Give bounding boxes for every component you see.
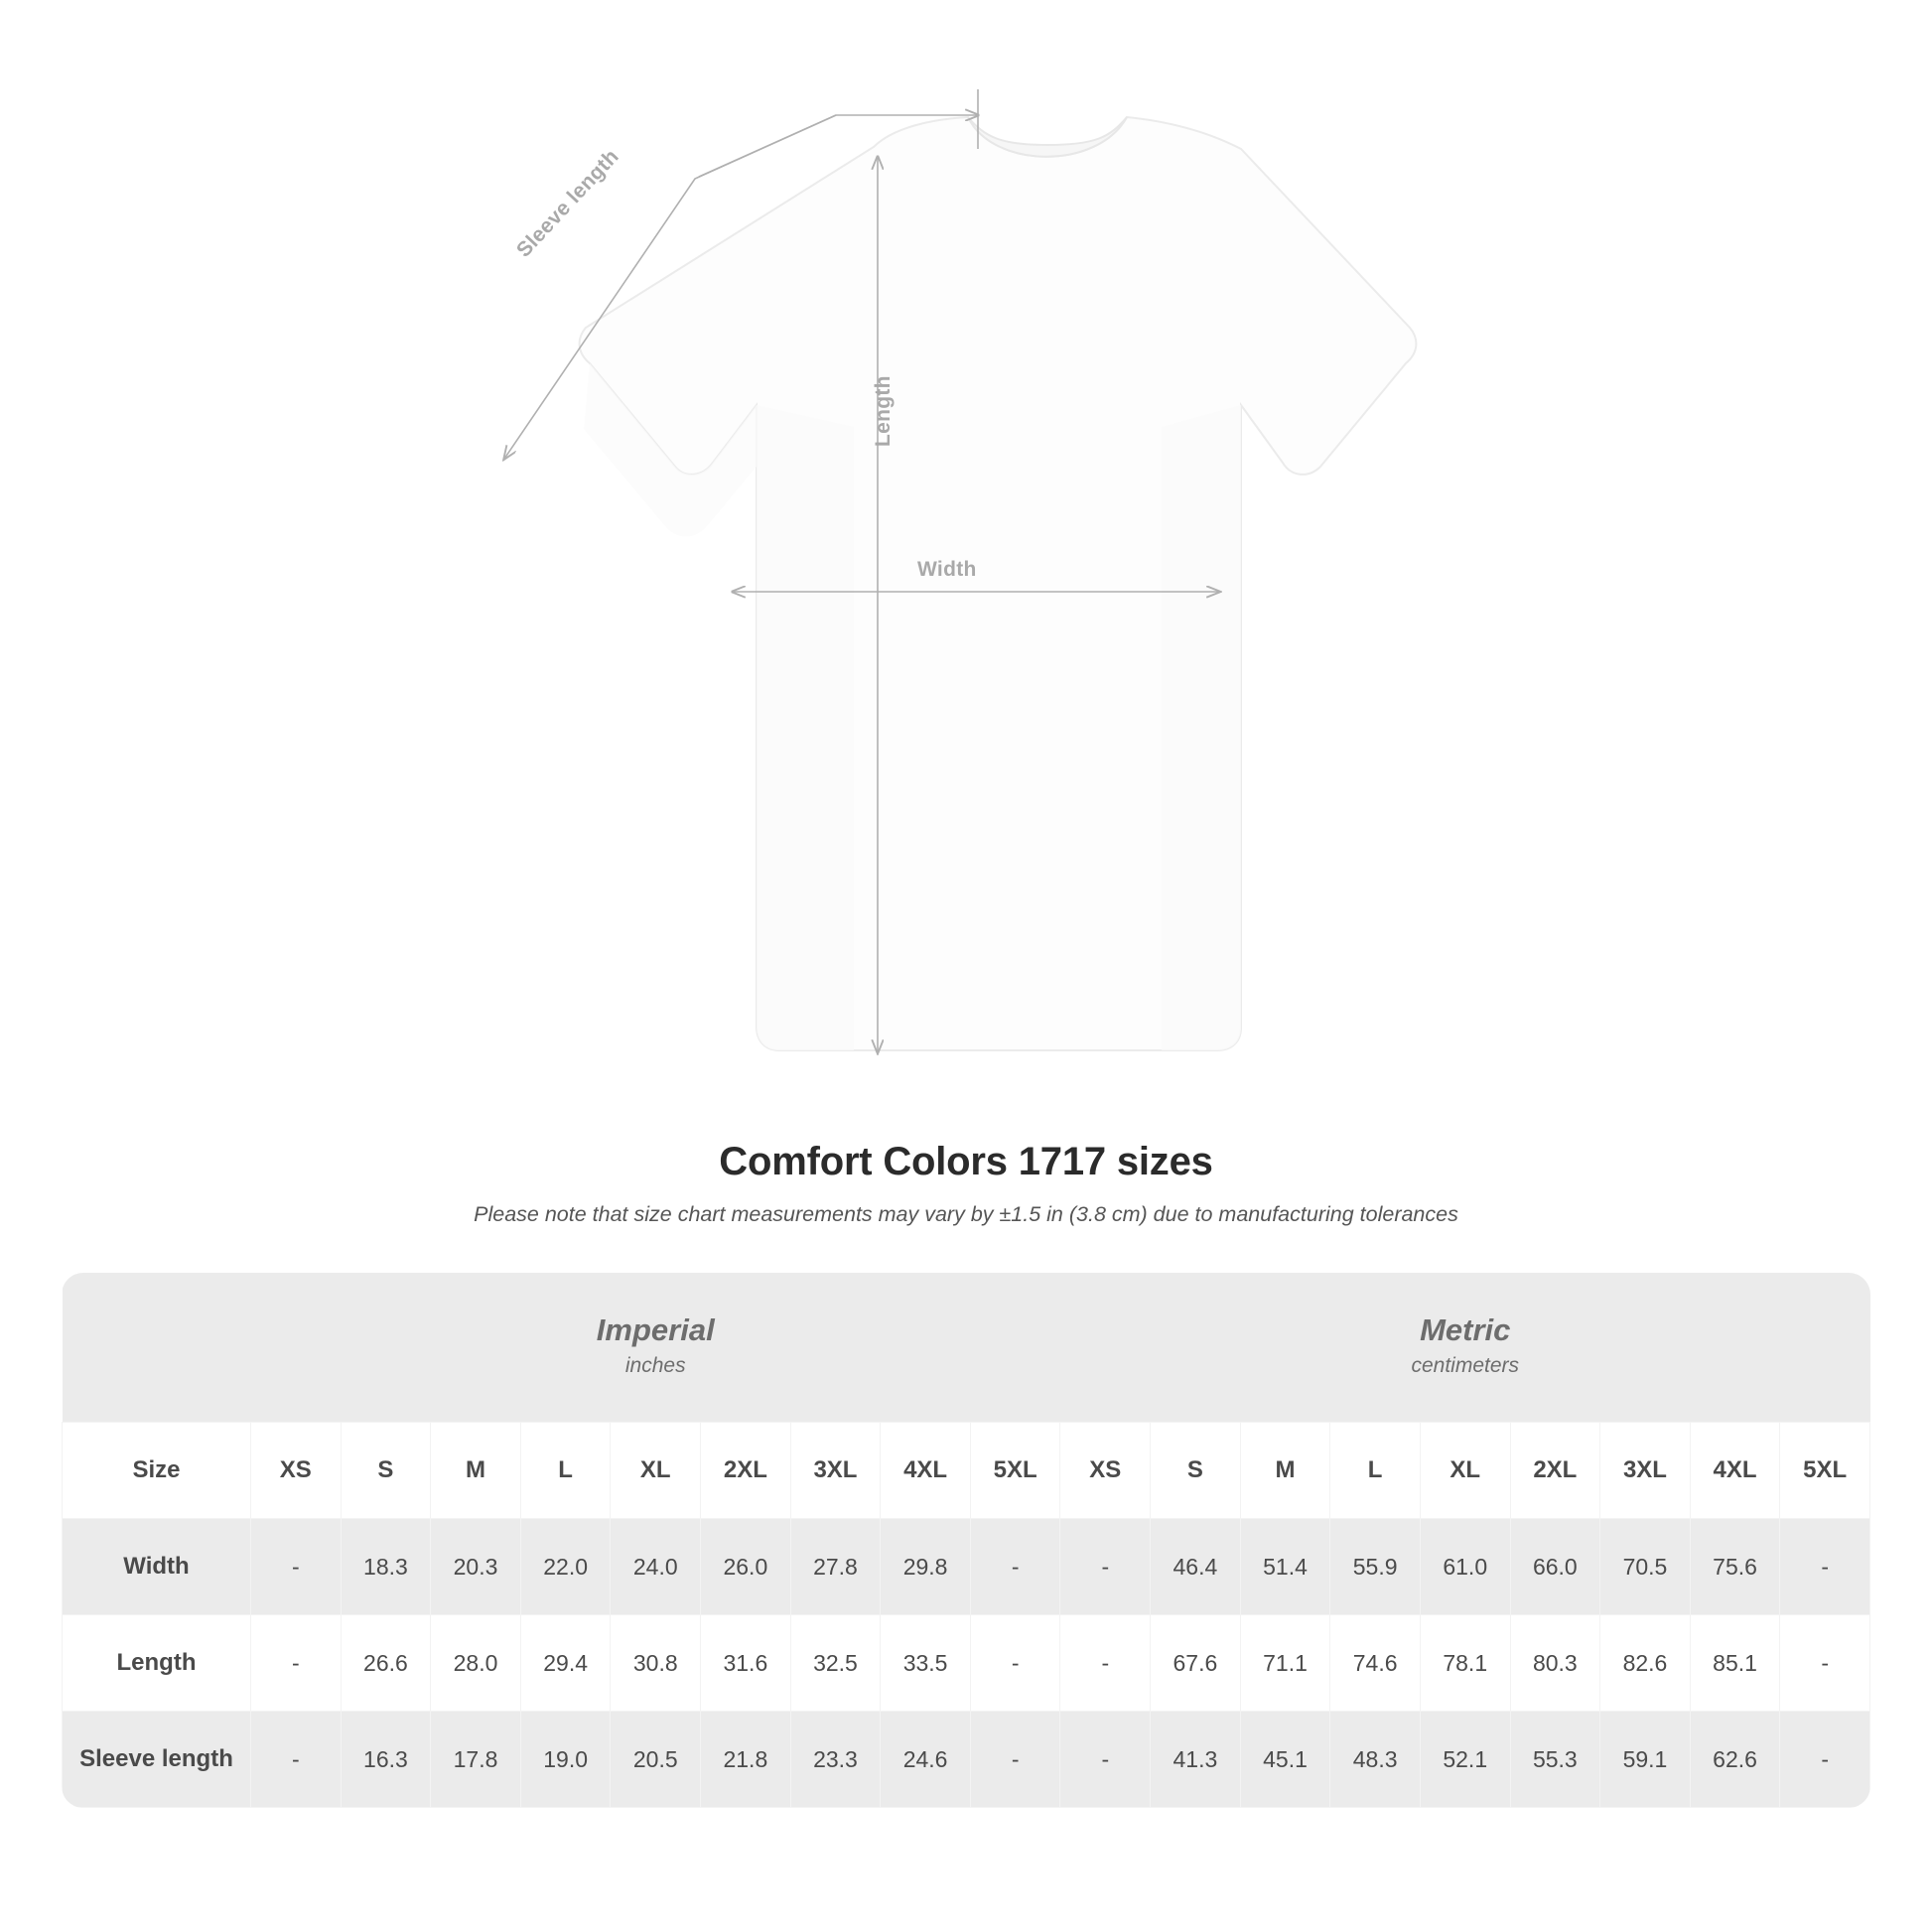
size-header-metric-2xl: 2XL: [1510, 1423, 1600, 1519]
cell-sleeve-length-imperial-2xl: 21.8: [701, 1712, 791, 1808]
cell-sleeve-length-imperial-xl: 20.5: [611, 1712, 701, 1808]
title-block: [0, 1140, 1932, 1227]
size-header-imperial-5xl: 5XL: [970, 1423, 1060, 1519]
unit-metric-sub: centimeters: [1411, 1354, 1520, 1377]
unit-imperial-sub: inches: [624, 1354, 686, 1377]
size-header-metric-xl: XL: [1420, 1423, 1510, 1519]
length-label: Length: [872, 375, 895, 447]
size-header-metric-s: S: [1151, 1423, 1241, 1519]
cell-width-imperial-l: 22.0: [520, 1519, 611, 1615]
cell-sleeve-length-metric-4xl: 62.6: [1690, 1712, 1780, 1808]
cell-width-metric-s: 46.4: [1151, 1519, 1241, 1615]
cell-sleeve-length-metric-l: 48.3: [1330, 1712, 1421, 1808]
cell-sleeve-length-imperial-m: 17.8: [431, 1712, 521, 1808]
row-label-sleeve-length: Sleeve length: [63, 1712, 251, 1808]
cell-length-metric-2xl: 80.3: [1510, 1615, 1600, 1712]
cell-sleeve-length-metric-xs: -: [1060, 1712, 1151, 1808]
cell-length-metric-3xl: 82.6: [1600, 1615, 1691, 1712]
size-header-imperial-xs: XS: [251, 1423, 342, 1519]
cell-length-imperial-xl: 30.8: [611, 1615, 701, 1712]
width-label: Width: [917, 558, 977, 581]
cell-width-imperial-xl: 24.0: [611, 1519, 701, 1615]
cell-length-imperial-l: 29.4: [520, 1615, 611, 1712]
unit-metric: [1060, 1273, 1870, 1423]
size-header-imperial-xl: XL: [611, 1423, 701, 1519]
size-label-cell: Size: [63, 1423, 251, 1519]
tshirt-shape: [580, 117, 1417, 1050]
unit-imperial: [251, 1273, 1060, 1423]
cell-width-imperial-2xl: 26.0: [701, 1519, 791, 1615]
row-label-width: Width: [63, 1519, 251, 1615]
cell-width-metric-2xl: 66.0: [1510, 1519, 1600, 1615]
cell-width-metric-4xl: 75.6: [1690, 1519, 1780, 1615]
size-header-imperial-s: S: [341, 1423, 431, 1519]
cell-width-imperial-xs: -: [251, 1519, 342, 1615]
unit-imperial-name: Imperial: [596, 1312, 715, 1347]
size-header-metric-5xl: 5XL: [1780, 1423, 1870, 1519]
unit-header-row: [63, 1273, 1870, 1423]
size-header-imperial-4xl: 4XL: [881, 1423, 971, 1519]
cell-width-imperial-3xl: 27.8: [790, 1519, 881, 1615]
size-header-imperial-l: L: [520, 1423, 611, 1519]
cell-length-metric-xs: -: [1060, 1615, 1151, 1712]
cell-length-imperial-5xl: -: [970, 1615, 1060, 1712]
cell-sleeve-length-metric-m: 45.1: [1240, 1712, 1330, 1808]
cell-sleeve-length-imperial-s: 16.3: [341, 1712, 431, 1808]
cell-sleeve-length-metric-s: 41.3: [1151, 1712, 1241, 1808]
page-title: Comfort Colors 1717 sizes: [719, 1140, 1213, 1183]
cell-length-imperial-2xl: 31.6: [701, 1615, 791, 1712]
size-header-imperial-3xl: 3XL: [790, 1423, 881, 1519]
cell-width-metric-3xl: 70.5: [1600, 1519, 1691, 1615]
cell-length-metric-l: 74.6: [1330, 1615, 1421, 1712]
sleeve-length-label: Sleeve length: [512, 145, 623, 262]
cell-sleeve-length-metric-2xl: 55.3: [1510, 1712, 1600, 1808]
row-label-length: Length: [63, 1615, 251, 1712]
cell-length-metric-5xl: -: [1780, 1615, 1870, 1712]
cell-length-metric-m: 71.1: [1240, 1615, 1330, 1712]
cell-length-metric-xl: 78.1: [1420, 1615, 1510, 1712]
size-table-wrapper: [62, 1273, 1870, 1808]
cell-length-imperial-4xl: 33.5: [881, 1615, 971, 1712]
size-header-metric-l: L: [1330, 1423, 1421, 1519]
table-row: [63, 1615, 1870, 1712]
cell-length-imperial-xs: -: [251, 1615, 342, 1712]
cell-width-imperial-4xl: 29.8: [881, 1519, 971, 1615]
cell-width-imperial-5xl: -: [970, 1519, 1060, 1615]
size-header-imperial-2xl: 2XL: [701, 1423, 791, 1519]
cell-sleeve-length-metric-5xl: -: [1780, 1712, 1870, 1808]
table-row: [63, 1519, 1870, 1615]
cell-length-metric-s: 67.6: [1151, 1615, 1241, 1712]
tolerance-note: Please note that size chart measurements may vary by ±1.5 in (3.8 cm) due to manufacturing tolerances: [474, 1202, 1458, 1226]
size-header-row: [63, 1423, 1870, 1519]
cell-width-imperial-s: 18.3: [341, 1519, 431, 1615]
cell-sleeve-length-imperial-5xl: -: [970, 1712, 1060, 1808]
size-header-metric-3xl: 3XL: [1600, 1423, 1691, 1519]
cell-length-imperial-3xl: 32.5: [790, 1615, 881, 1712]
cell-sleeve-length-metric-xl: 52.1: [1420, 1712, 1510, 1808]
unit-metric-name: Metric: [1420, 1312, 1511, 1347]
cell-length-metric-4xl: 85.1: [1690, 1615, 1780, 1712]
cell-width-metric-m: 51.4: [1240, 1519, 1330, 1615]
size-header-metric-xs: XS: [1060, 1423, 1151, 1519]
size-header-metric-4xl: 4XL: [1690, 1423, 1780, 1519]
size-header-metric-m: M: [1240, 1423, 1330, 1519]
size-header-imperial-m: M: [431, 1423, 521, 1519]
table-row: [63, 1712, 1870, 1808]
cell-sleeve-length-imperial-l: 19.0: [520, 1712, 611, 1808]
cell-sleeve-length-metric-3xl: 59.1: [1600, 1712, 1691, 1808]
cell-width-metric-xs: -: [1060, 1519, 1151, 1615]
cell-sleeve-length-imperial-4xl: 24.6: [881, 1712, 971, 1808]
cell-width-metric-l: 55.9: [1330, 1519, 1421, 1615]
size-table: [62, 1273, 1870, 1808]
cell-width-metric-5xl: -: [1780, 1519, 1870, 1615]
cell-length-imperial-m: 28.0: [431, 1615, 521, 1712]
cell-width-imperial-m: 20.3: [431, 1519, 521, 1615]
cell-sleeve-length-imperial-3xl: 23.3: [790, 1712, 881, 1808]
cell-width-metric-xl: 61.0: [1420, 1519, 1510, 1615]
cell-length-imperial-s: 26.6: [341, 1615, 431, 1712]
cell-sleeve-length-imperial-xs: -: [251, 1712, 342, 1808]
unit-corner-cell: [63, 1273, 251, 1423]
